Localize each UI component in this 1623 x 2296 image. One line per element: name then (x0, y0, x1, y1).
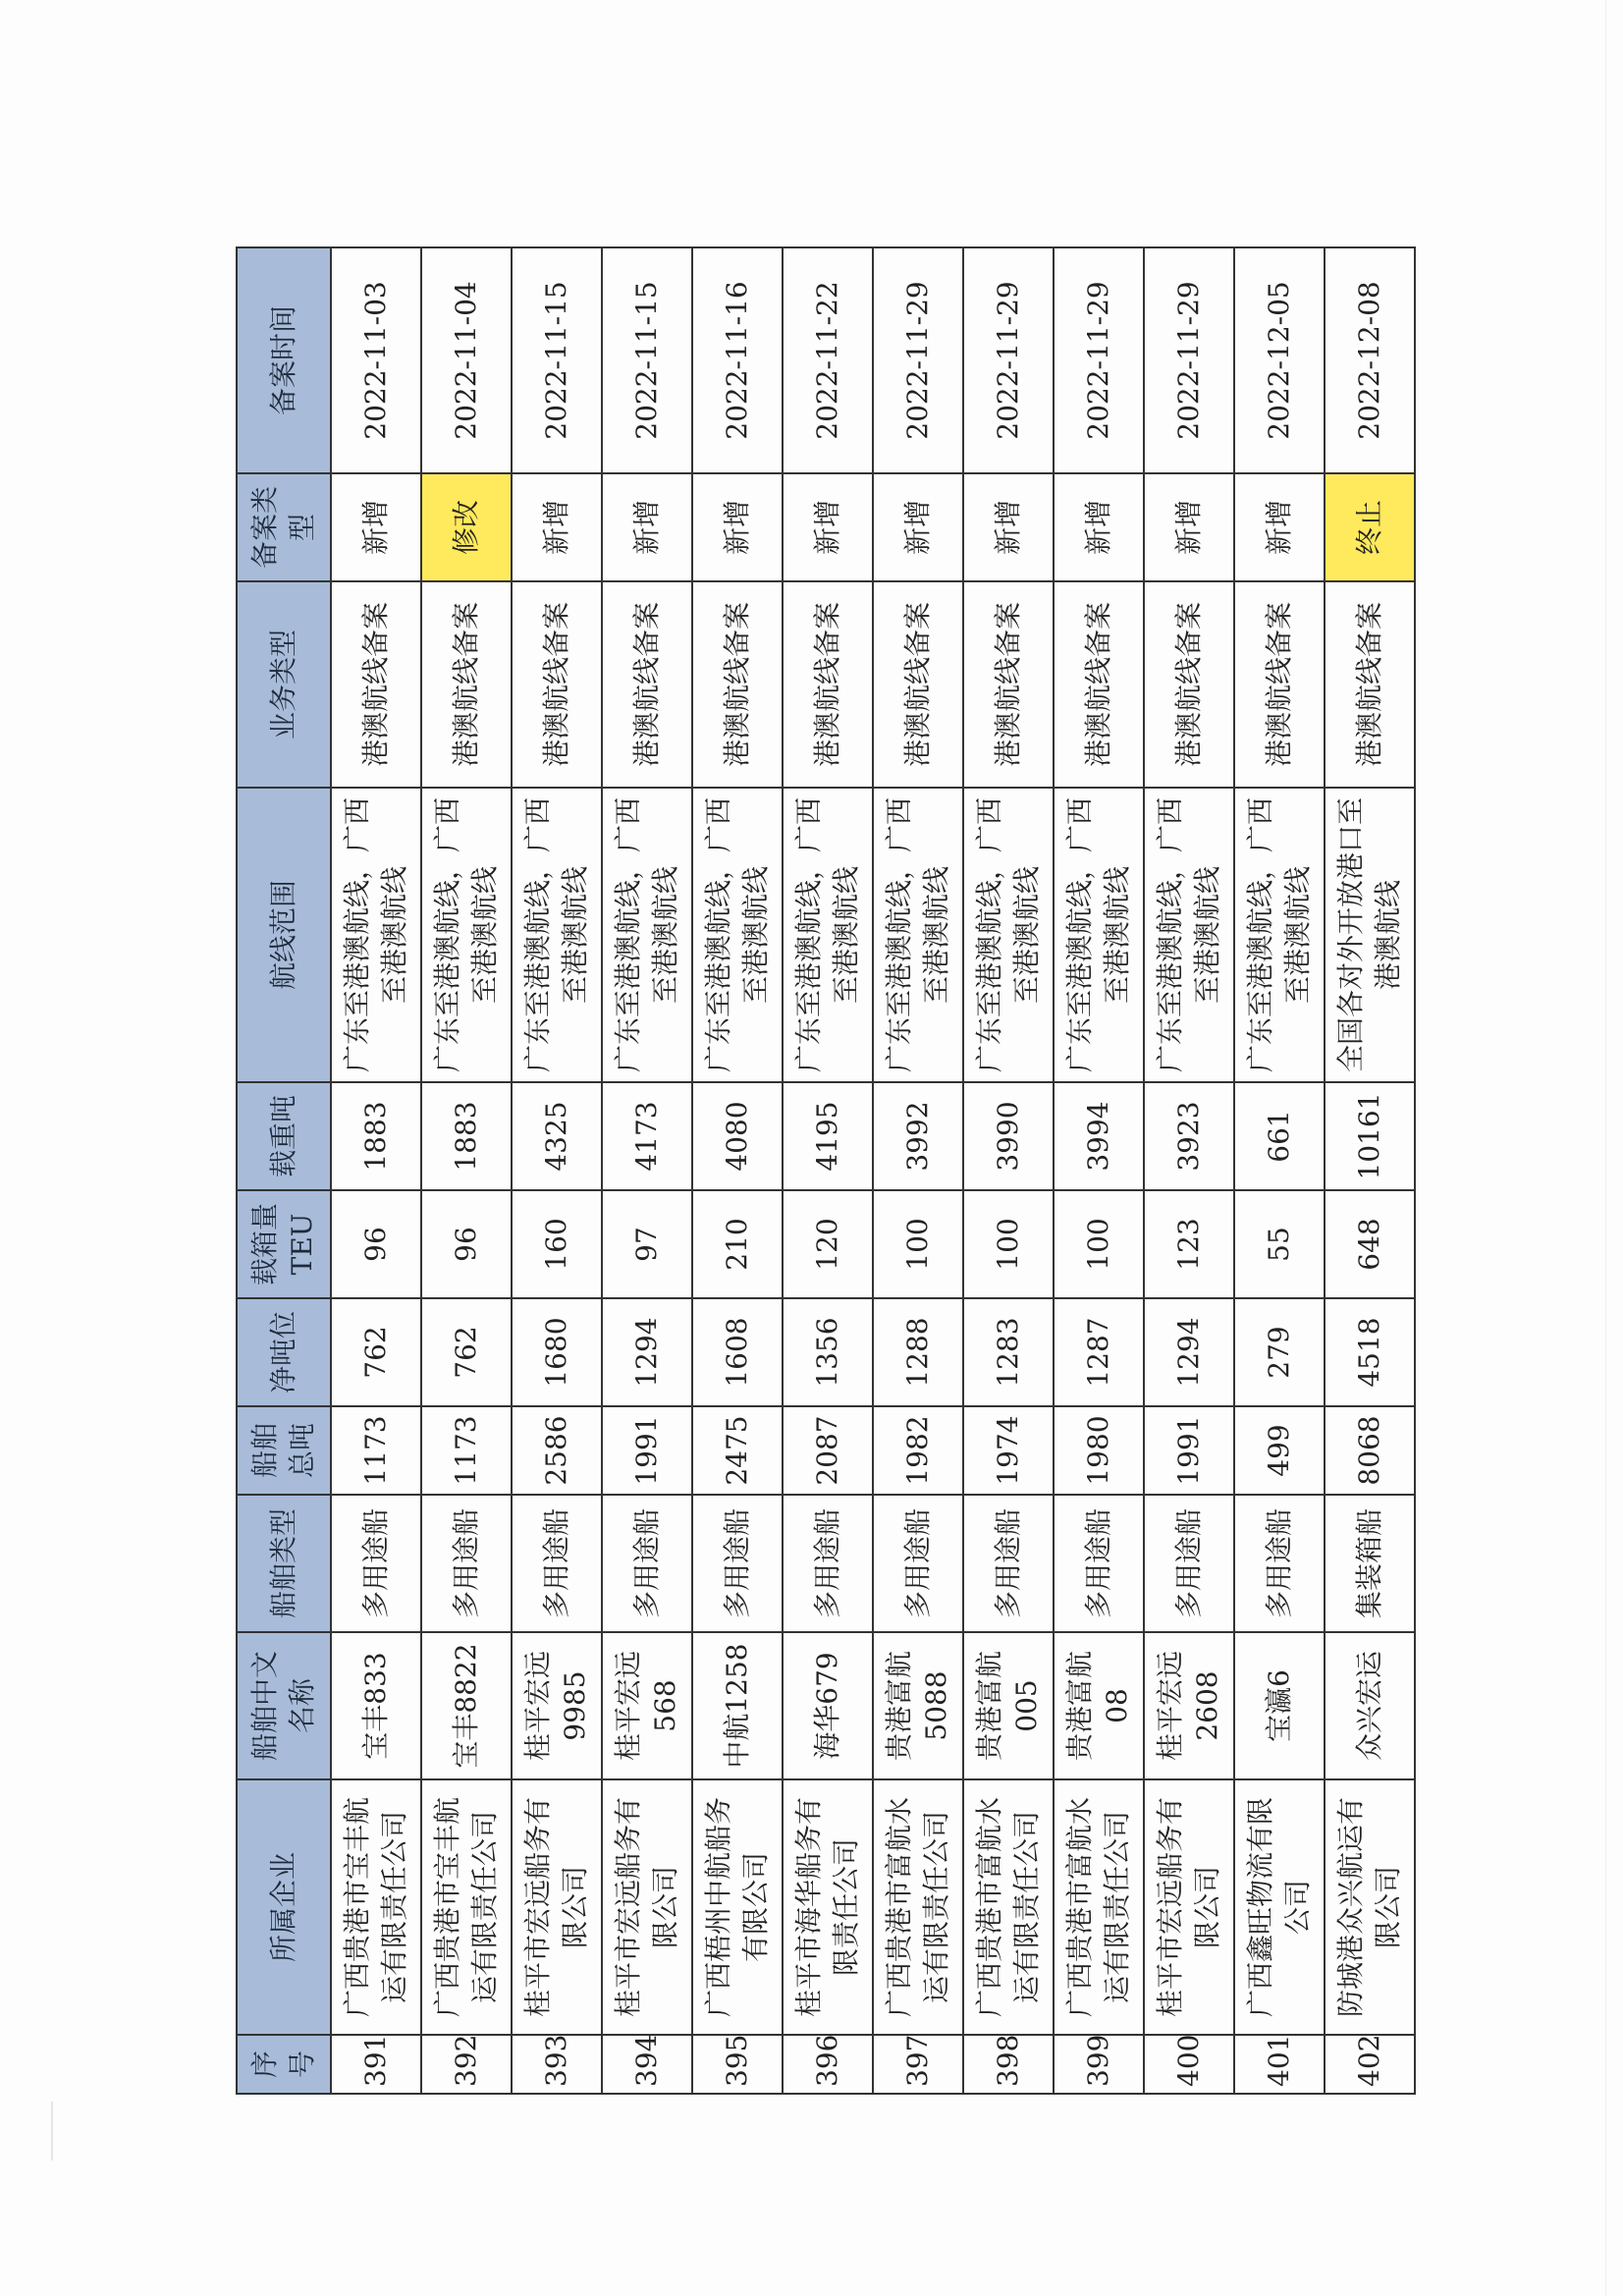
header-company: 所属企业 (237, 1779, 331, 2035)
cell-gross-tonnage: 1173 (331, 1406, 421, 1495)
cell-net-tonnage: 1283 (963, 1298, 1054, 1406)
cell-filing-date: 2022-11-04 (421, 247, 512, 473)
cell-teu: 123 (1144, 1190, 1234, 1298)
cell-gross-tonnage: 1974 (963, 1406, 1054, 1495)
table-row (692, 247, 783, 2094)
cell-ship-name: 中航1258 (692, 1632, 783, 1779)
cell-business-type: 港澳航线备案 (1054, 581, 1144, 788)
cell-business-type: 港澳航线备案 (963, 581, 1054, 788)
cell-business-type: 港澳航线备案 (602, 581, 692, 788)
cell-company: 防城港众兴航运有限公司 (1325, 1779, 1415, 2035)
cell-ship-type: 多用途船 (331, 1495, 421, 1632)
cell-ship-name: 桂平宏远568 (602, 1632, 692, 1779)
cell-business-type: 港澳航线备案 (512, 581, 602, 788)
cell-filing-type: 新增 (1234, 473, 1325, 581)
cell-teu: 96 (421, 1190, 512, 1298)
cell-deadweight: 4325 (512, 1082, 602, 1190)
header-route-scope: 航线范围 (237, 788, 331, 1082)
cell-net-tonnage: 1294 (1144, 1298, 1234, 1406)
cell-route-scope: 广东至港澳航线，广西至港澳航线 (331, 788, 421, 1082)
cell-route-scope: 广东至港澳航线，广西至港澳航线 (421, 788, 512, 1082)
cell-company: 桂平市海华船务有限责任公司 (783, 1779, 873, 2035)
cell-seq: 393 (512, 2035, 602, 2094)
cell-net-tonnage: 1680 (512, 1298, 602, 1406)
cell-company: 广西贵港市宝丰航运有限责任公司 (331, 1779, 421, 2035)
cell-seq: 401 (1234, 2035, 1325, 2094)
cell-net-tonnage: 1356 (783, 1298, 873, 1406)
header-filing-date: 备案时间 (237, 247, 331, 473)
cell-seq: 394 (602, 2035, 692, 2094)
cell-seq: 400 (1144, 2035, 1234, 2094)
cell-company: 广西鑫旺物流有限公司 (1234, 1779, 1325, 2035)
table-row (1325, 247, 1415, 2094)
table-row (873, 247, 963, 2094)
header-deadweight: 载重吨 (237, 1082, 331, 1190)
cell-route-scope: 广东至港澳航线，广西至港澳航线 (602, 788, 692, 1082)
cell-company: 广西贵港市富航水运有限责任公司 (963, 1779, 1054, 2035)
cell-teu: 210 (692, 1190, 783, 1298)
cell-filing-date: 2022-11-15 (602, 247, 692, 473)
table-row (512, 247, 602, 2094)
cell-ship-type: 多用途船 (963, 1495, 1054, 1632)
cell-teu: 97 (602, 1190, 692, 1298)
cell-ship-name: 贵港富航005 (963, 1632, 1054, 1779)
cell-company: 广西贵港市富航水运有限责任公司 (873, 1779, 963, 2035)
cell-teu: 55 (1234, 1190, 1325, 1298)
cell-filing-date: 2022-12-08 (1325, 247, 1415, 473)
cell-gross-tonnage: 1991 (1144, 1406, 1234, 1495)
cell-deadweight: 4195 (783, 1082, 873, 1190)
cell-teu: 160 (512, 1190, 602, 1298)
table-body (331, 247, 1415, 2094)
cell-net-tonnage: 4518 (1325, 1298, 1415, 1406)
cell-ship-name: 宝丰8822 (421, 1632, 512, 1779)
cell-company: 桂平市宏远船务有限公司 (602, 1779, 692, 2035)
cell-ship-type: 多用途船 (1234, 1495, 1325, 1632)
header-row (237, 247, 331, 2094)
cell-route-scope: 广东至港澳航线，广西至港澳航线 (1144, 788, 1234, 1082)
cell-filing-date: 2022-11-29 (873, 247, 963, 473)
cell-ship-name: 众兴宏运 (1325, 1632, 1415, 1779)
cell-gross-tonnage: 2586 (512, 1406, 602, 1495)
cell-ship-name: 贵港富航5088 (873, 1632, 963, 1779)
cell-gross-tonnage: 1982 (873, 1406, 963, 1495)
cell-seq: 392 (421, 2035, 512, 2094)
scan-mark (51, 2102, 53, 2160)
cell-seq: 399 (1054, 2035, 1144, 2094)
header-teu: 载箱量TEU (237, 1190, 331, 1298)
cell-ship-name: 海华679 (783, 1632, 873, 1779)
cell-deadweight: 1883 (331, 1082, 421, 1190)
cell-seq: 395 (692, 2035, 783, 2094)
header-ship-name: 船舶中文名称 (237, 1632, 331, 1779)
cell-gross-tonnage: 8068 (1325, 1406, 1415, 1495)
cell-filing-type: 新增 (331, 473, 421, 581)
table-row (1234, 247, 1325, 2094)
cell-net-tonnage: 1287 (1054, 1298, 1144, 1406)
cell-gross-tonnage: 2475 (692, 1406, 783, 1495)
cell-filing-date: 2022-11-15 (512, 247, 602, 473)
cell-company: 广西贵港市宝丰航运有限责任公司 (421, 1779, 512, 2035)
registry-table (236, 246, 1416, 2095)
cell-gross-tonnage: 1173 (421, 1406, 512, 1495)
cell-filing-date: 2022-12-05 (1234, 247, 1325, 473)
cell-business-type: 港澳航线备案 (1144, 581, 1234, 788)
cell-deadweight: 3992 (873, 1082, 963, 1190)
table-row (1054, 247, 1144, 2094)
cell-company: 广西梧州中航船务有限公司 (692, 1779, 783, 2035)
cell-filing-date: 2022-11-29 (1144, 247, 1234, 473)
cell-filing-type: 新增 (512, 473, 602, 581)
table-row (1144, 247, 1234, 2094)
cell-ship-name: 贵港富航08 (1054, 1632, 1144, 1779)
cell-filing-date: 2022-11-16 (692, 247, 783, 473)
cell-deadweight: 4080 (692, 1082, 783, 1190)
cell-business-type: 港澳航线备案 (1234, 581, 1325, 788)
cell-ship-name: 桂平宏远2608 (1144, 1632, 1234, 1779)
cell-ship-type: 多用途船 (421, 1495, 512, 1632)
cell-company: 桂平市宏远船务有限公司 (1144, 1779, 1234, 2035)
cell-teu: 100 (963, 1190, 1054, 1298)
header-seq: 序号 (237, 2035, 331, 2094)
cell-ship-name: 桂平宏远9985 (512, 1632, 602, 1779)
table-row (331, 247, 421, 2094)
cell-filing-type: 终止 (1325, 473, 1415, 581)
header-filing-type: 备案类型 (237, 473, 331, 581)
cell-filing-date: 2022-11-22 (783, 247, 873, 473)
cell-net-tonnage: 1294 (602, 1298, 692, 1406)
cell-ship-name: 宝丰833 (331, 1632, 421, 1779)
cell-ship-type: 多用途船 (783, 1495, 873, 1632)
header-net-tonnage: 净吨位 (237, 1298, 331, 1406)
cell-teu: 100 (1054, 1190, 1144, 1298)
cell-business-type: 港澳航线备案 (1325, 581, 1415, 788)
cell-seq: 397 (873, 2035, 963, 2094)
cell-business-type: 港澳航线备案 (692, 581, 783, 788)
cell-filing-type: 新增 (873, 473, 963, 581)
cell-company: 桂平市宏远船务有限公司 (512, 1779, 602, 2035)
cell-filing-date: 2022-11-29 (963, 247, 1054, 473)
cell-net-tonnage: 279 (1234, 1298, 1325, 1406)
cell-gross-tonnage: 1991 (602, 1406, 692, 1495)
header-ship-type: 船舶类型 (237, 1495, 331, 1632)
cell-seq: 398 (963, 2035, 1054, 2094)
cell-deadweight: 4173 (602, 1082, 692, 1190)
cell-route-scope: 广东至港澳航线，广西至港澳航线 (1054, 788, 1144, 1082)
scan-edge-line (1605, 0, 1606, 2296)
cell-business-type: 港澳航线备案 (331, 581, 421, 788)
header-business-type: 业务类型 (237, 581, 331, 788)
cell-filing-type: 新增 (1054, 473, 1144, 581)
table-row (783, 247, 873, 2094)
cell-filing-type: 新增 (602, 473, 692, 581)
cell-deadweight: 10161 (1325, 1082, 1415, 1190)
cell-business-type: 港澳航线备案 (873, 581, 963, 788)
cell-ship-name: 宝瀛6 (1234, 1632, 1325, 1779)
cell-filing-type: 新增 (1144, 473, 1234, 581)
cell-gross-tonnage: 1980 (1054, 1406, 1144, 1495)
cell-deadweight: 1883 (421, 1082, 512, 1190)
cell-route-scope: 广东至港澳航线，广西至港澳航线 (963, 788, 1054, 1082)
cell-route-scope: 广东至港澳航线，广西至港澳航线 (512, 788, 602, 1082)
cell-filing-date: 2022-11-29 (1054, 247, 1144, 473)
cell-filing-type: 修改 (421, 473, 512, 581)
cell-filing-type: 新增 (783, 473, 873, 581)
cell-route-scope: 全国各对外开放港口至港澳航线 (1325, 788, 1415, 1082)
cell-filing-type: 新增 (692, 473, 783, 581)
cell-deadweight: 3923 (1144, 1082, 1234, 1190)
cell-route-scope: 广东至港澳航线，广西至港澳航线 (692, 788, 783, 1082)
rotated-table-wrapper (236, 276, 1404, 2095)
cell-gross-tonnage: 2087 (783, 1406, 873, 1495)
cell-deadweight: 661 (1234, 1082, 1325, 1190)
cell-filing-date: 2022-11-03 (331, 247, 421, 473)
table-row (421, 247, 512, 2094)
cell-teu: 96 (331, 1190, 421, 1298)
cell-teu: 100 (873, 1190, 963, 1298)
header-gross-tonnage: 船舶总吨 (237, 1406, 331, 1495)
cell-filing-type: 新增 (963, 473, 1054, 581)
cell-teu: 120 (783, 1190, 873, 1298)
cell-ship-type: 集装箱船 (1325, 1495, 1415, 1632)
cell-deadweight: 3994 (1054, 1082, 1144, 1190)
cell-ship-type: 多用途船 (692, 1495, 783, 1632)
cell-seq: 402 (1325, 2035, 1415, 2094)
table-row (963, 247, 1054, 2094)
cell-route-scope: 广东至港澳航线，广西至港澳航线 (783, 788, 873, 1082)
cell-deadweight: 3990 (963, 1082, 1054, 1190)
cell-business-type: 港澳航线备案 (783, 581, 873, 788)
cell-seq: 391 (331, 2035, 421, 2094)
cell-ship-type: 多用途船 (602, 1495, 692, 1632)
cell-net-tonnage: 1608 (692, 1298, 783, 1406)
cell-company: 广西贵港市富航水运有限责任公司 (1054, 1779, 1144, 2035)
cell-net-tonnage: 762 (421, 1298, 512, 1406)
cell-gross-tonnage: 499 (1234, 1406, 1325, 1495)
cell-route-scope: 广东至港澳航线，广西至港澳航线 (1234, 788, 1325, 1082)
cell-ship-type: 多用途船 (1054, 1495, 1144, 1632)
table-row (602, 247, 692, 2094)
cell-ship-type: 多用途船 (873, 1495, 963, 1632)
cell-seq: 396 (783, 2035, 873, 2094)
cell-net-tonnage: 762 (331, 1298, 421, 1406)
cell-route-scope: 广东至港澳航线，广西至港澳航线 (873, 788, 963, 1082)
cell-net-tonnage: 1288 (873, 1298, 963, 1406)
cell-ship-type: 多用途船 (512, 1495, 602, 1632)
cell-ship-type: 多用途船 (1144, 1495, 1234, 1632)
cell-business-type: 港澳航线备案 (421, 581, 512, 788)
cell-teu: 648 (1325, 1190, 1415, 1298)
